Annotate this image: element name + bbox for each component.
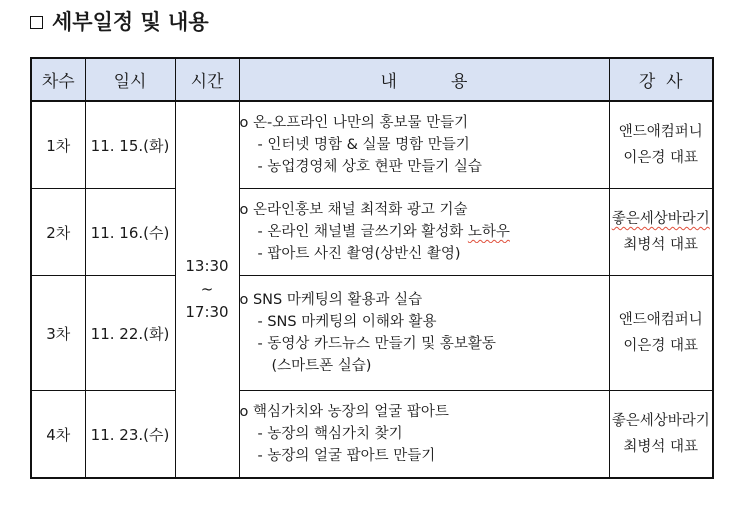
time-cell	[175, 101, 239, 478]
lecturer-name: 이은경 대표	[623, 338, 699, 354]
time-start: 13:30	[185, 257, 229, 275]
content-sub: - 인터넷 명함 & 실물 명함 만들기	[257, 137, 470, 153]
content-cell	[239, 276, 609, 391]
lecturer-org: 좋은세상바라기	[611, 211, 710, 227]
header-time: 시간	[175, 58, 239, 101]
schedule-table	[30, 57, 714, 479]
header-content-text: 내 용	[380, 72, 468, 92]
table-row	[31, 189, 713, 276]
time-end: 17:30	[185, 303, 229, 321]
content-cell	[239, 189, 609, 276]
lecturer-name: 최병석 대표	[623, 439, 699, 455]
table-row	[31, 101, 713, 189]
content-main: o 온-오프라인 나만의 홍보물 만들기	[239, 115, 469, 131]
lecturer-org: 좋은세상바라기	[611, 413, 710, 429]
time-tilde: ~	[200, 280, 214, 298]
content-sub-spellcheck-word: 노하우	[467, 224, 510, 240]
lecturer-cell	[609, 276, 713, 391]
content-sub: (스마트폰 실습)	[271, 358, 372, 374]
table-header	[31, 58, 713, 101]
content-sub-text: - 온라인 채널별 글쓰기와 활성화	[257, 224, 468, 240]
lecturer-cell	[609, 101, 713, 189]
lecturer-cell	[609, 391, 713, 479]
lecturer-cell	[609, 189, 713, 276]
content-cell	[239, 101, 609, 189]
content-sub: - 동영상 카드뉴스 만들기 및 홍보활동	[257, 336, 496, 352]
content-sub	[240, 221, 609, 243]
header-content	[239, 58, 609, 101]
content-sub: - SNS 마케팅의 이해와 활용	[257, 314, 437, 330]
round-cell: 2차	[31, 189, 85, 276]
content-cell	[239, 391, 609, 479]
round-cell: 4차	[31, 391, 85, 479]
date-cell: 11. 15.(화)	[85, 101, 175, 189]
header-round: 차수	[31, 58, 85, 101]
round-cell: 1차	[31, 101, 85, 189]
lecturer-org: 앤드애컴퍼니	[618, 124, 703, 140]
date-cell: 11. 16.(수)	[85, 189, 175, 276]
header-lecturer	[609, 58, 713, 101]
lecturer-name: 최병석 대표	[623, 237, 699, 253]
square-bullet-icon	[30, 16, 43, 29]
header-date: 일시	[85, 58, 175, 101]
round-cell: 3차	[31, 276, 85, 391]
header-lecturer-text: 강 사	[638, 72, 683, 92]
page-title-text: 세부일정 및 내용	[52, 10, 209, 34]
date-cell: 11. 23.(수)	[85, 391, 175, 479]
lecturer-org: 앤드애컴퍼니	[618, 312, 703, 328]
table-row	[31, 391, 713, 479]
date-cell: 11. 22.(화)	[85, 276, 175, 391]
content-main: o 핵심가치와 농장의 얼굴 팝아트	[239, 404, 449, 420]
page-title	[30, 6, 209, 38]
content-main: o 온라인홍보 채널 최적화 광고 기술	[239, 202, 468, 218]
table-row	[31, 276, 713, 391]
content-sub: - 농장의 핵심가치 찾기	[257, 426, 403, 442]
header-row	[31, 58, 713, 101]
content-sub: - 농장의 얼굴 팝아트 만들기	[257, 448, 436, 464]
content-sub: - 농업경영체 상호 현판 만들기 실습	[257, 159, 482, 175]
lecturer-name: 이은경 대표	[623, 150, 699, 166]
content-main: o SNS 마케팅의 활용과 실습	[239, 292, 423, 308]
content-sub: - 팝아트 사진 촬영(상반신 촬영)	[257, 246, 461, 262]
